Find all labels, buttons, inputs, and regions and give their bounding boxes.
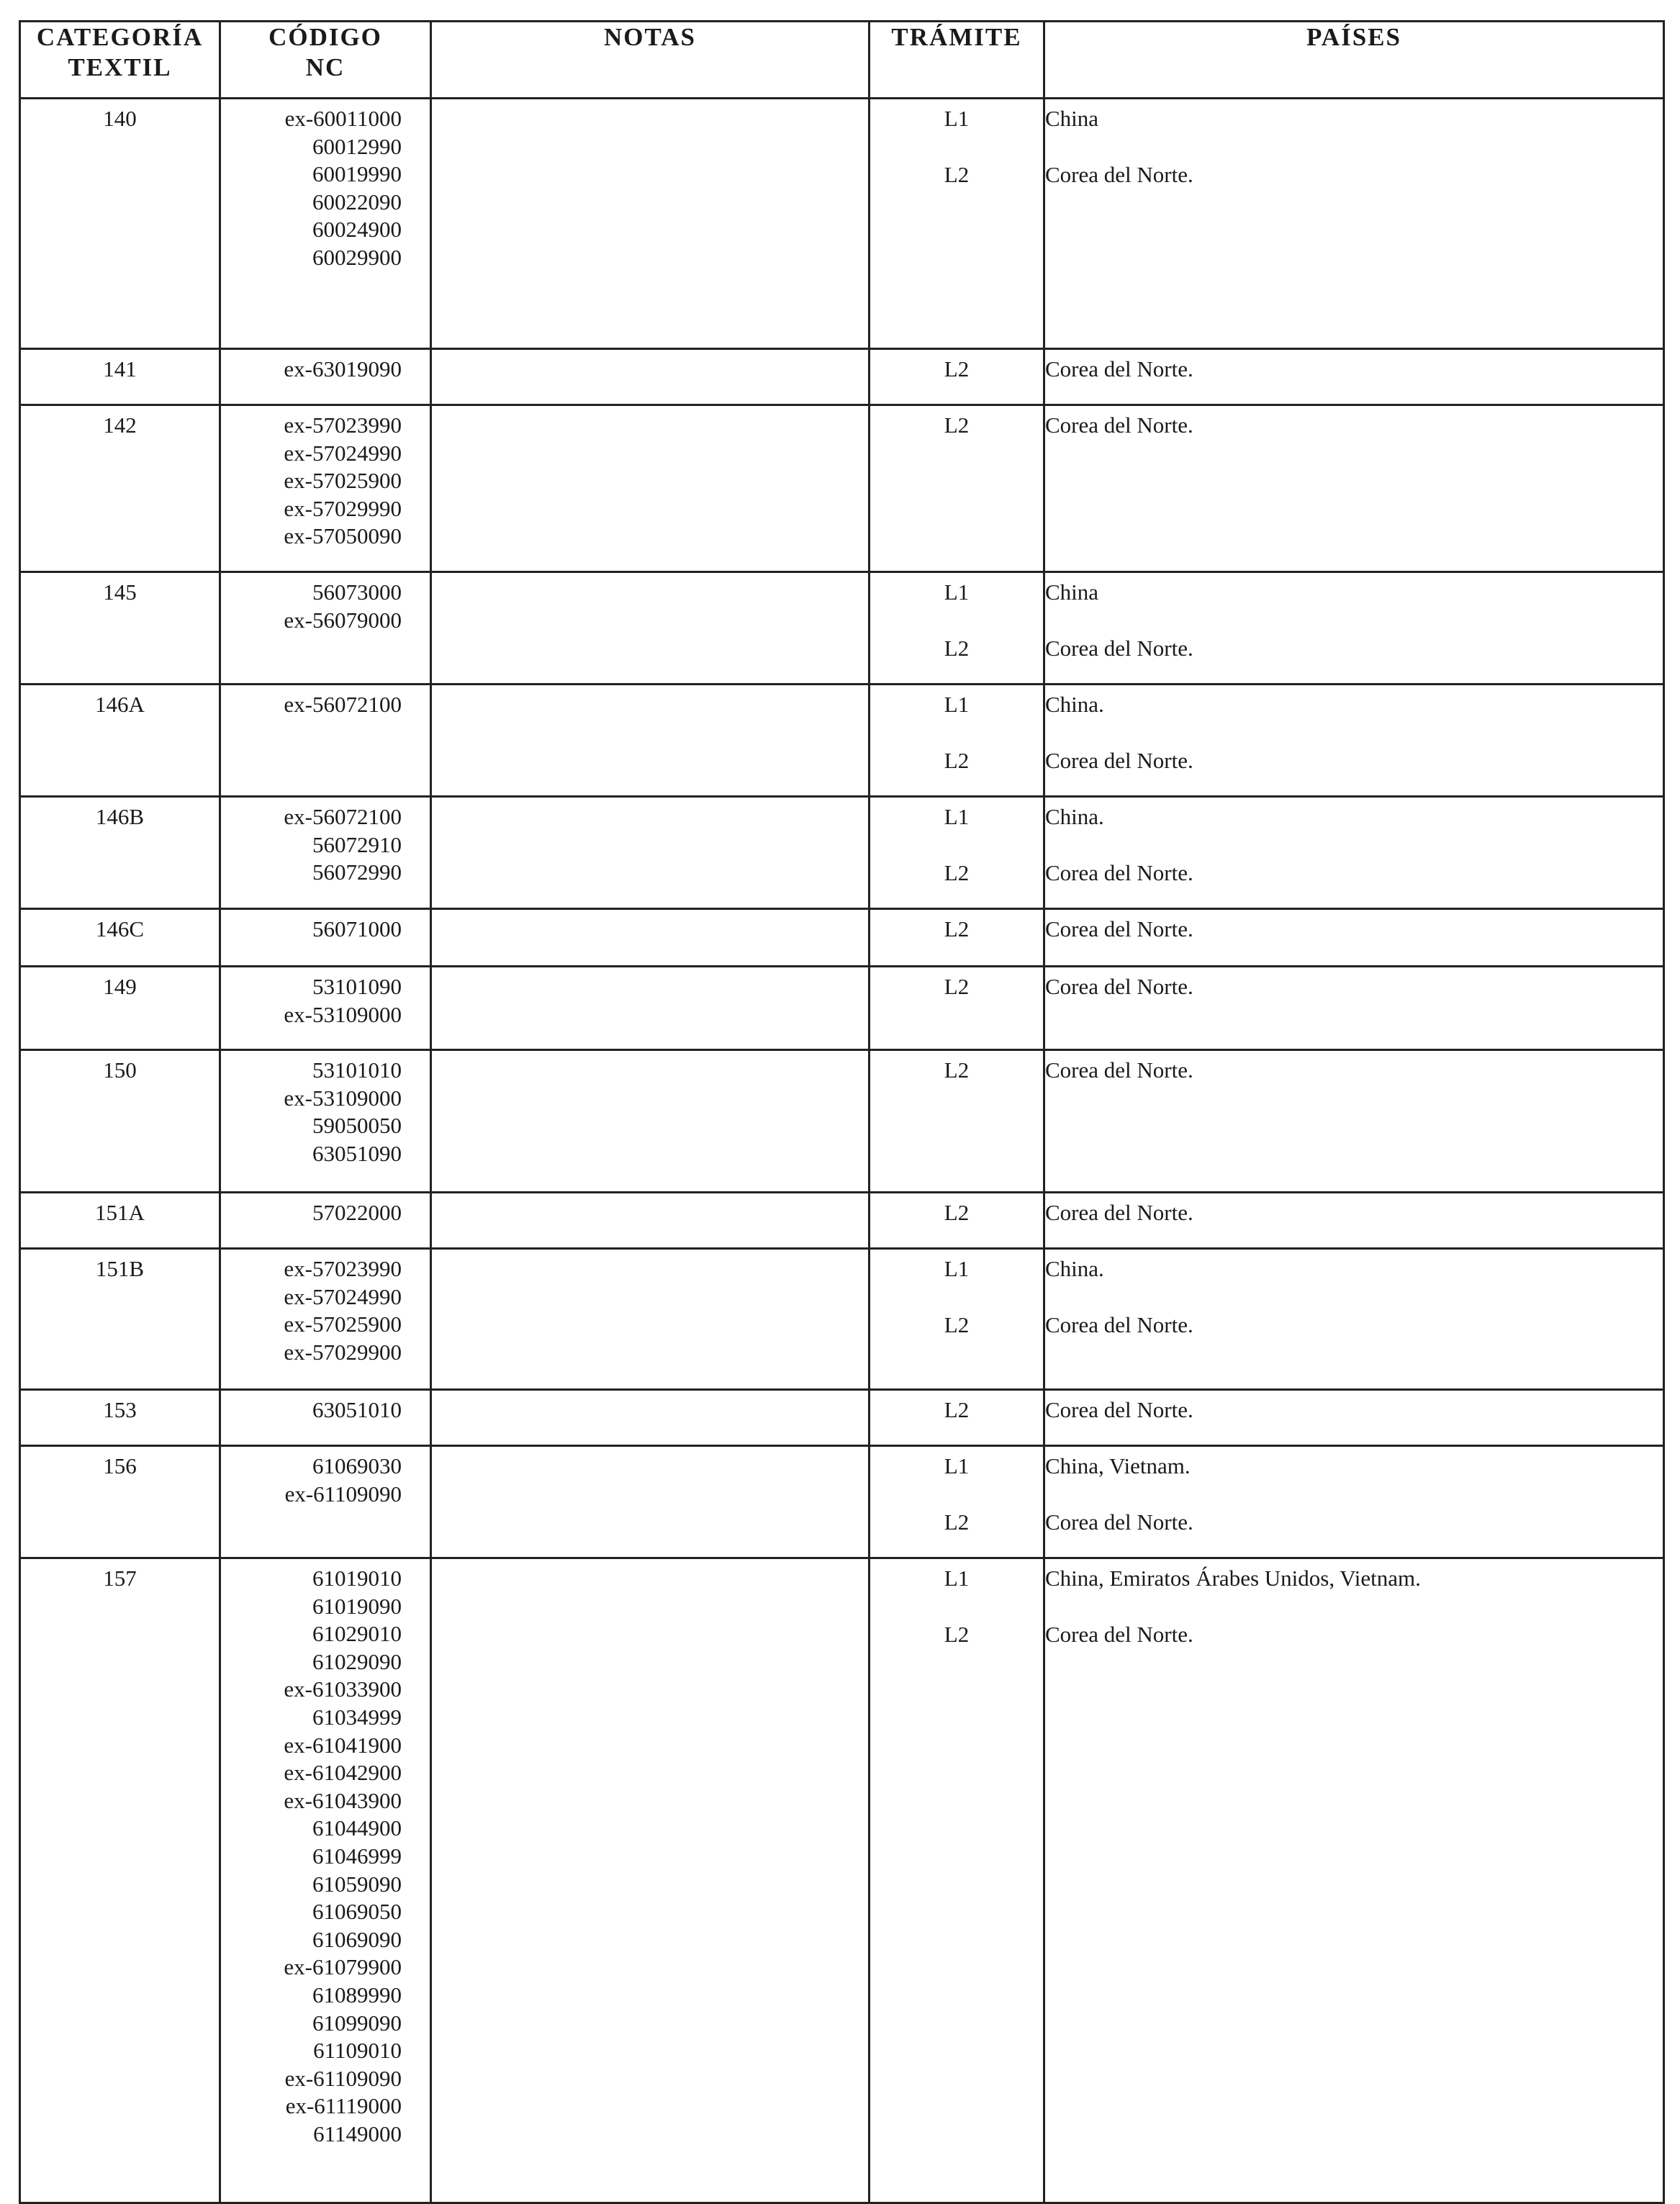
header-tramite: TRÁMITE <box>870 22 1044 99</box>
tramite-value: L2 <box>944 860 970 885</box>
table-row <box>20 797 1664 909</box>
codigo-nc-value: 61069030 <box>312 1453 402 1478</box>
cell-codigo-nc <box>220 1249 431 1390</box>
cell-categoria <box>20 572 220 685</box>
cell-tramite <box>870 1193 1044 1249</box>
table-row <box>20 1446 1664 1558</box>
codigo-nc-value: 56071000 <box>312 916 402 941</box>
paises-value: China. <box>1045 1256 1104 1281</box>
cell-paises <box>1044 797 1664 909</box>
table-row <box>20 1558 1664 2203</box>
cell-codigo-nc <box>220 405 431 572</box>
table-row <box>20 1193 1664 1249</box>
codigo-nc-value: ex-61041900 <box>284 1732 402 1758</box>
cell-tramite <box>870 967 1044 1050</box>
cell-paises <box>1044 1050 1664 1193</box>
codigo-nc-value: ex-61079900 <box>284 1954 402 1980</box>
categoria-value: 156 <box>103 1453 137 1478</box>
cell-codigo-nc <box>220 1193 431 1249</box>
paises-value: China <box>1045 579 1099 605</box>
table-row <box>20 99 1664 349</box>
codigo-nc-value: ex-60011000 <box>284 106 402 131</box>
cell-categoria <box>20 349 220 405</box>
header-codigo-nc: CÓDIGO NC <box>220 22 431 99</box>
cell-categoria <box>20 1193 220 1249</box>
codigo-nc-value: 60019990 <box>312 161 402 187</box>
table-row <box>20 967 1664 1050</box>
codigo-nc-value: 60024900 <box>312 217 402 243</box>
cell-notas <box>431 1249 870 1390</box>
categoria-value: 145 <box>103 579 137 605</box>
table-body <box>20 99 1664 2203</box>
table-row <box>20 572 1664 685</box>
tramite-value: L2 <box>944 1312 970 1337</box>
categoria-value: 149 <box>103 974 137 999</box>
codigo-nc-value: 53101090 <box>312 974 402 999</box>
codigo-nc-value: ex-57025900 <box>284 1311 402 1337</box>
tramite-value: L2 <box>944 356 970 381</box>
cell-codigo-nc <box>220 349 431 405</box>
categoria-value: 146B <box>95 804 145 829</box>
paises-value: Corea del Norte. <box>1045 916 1193 941</box>
codigo-nc-value: ex-57050090 <box>284 523 402 549</box>
paises-value: Corea del Norte. <box>1045 1057 1193 1083</box>
codigo-nc-value: 60022090 <box>312 189 402 214</box>
codigo-nc-value: 56073000 <box>312 579 402 605</box>
paises-value: Corea del Norte. <box>1045 1200 1193 1225</box>
cell-codigo-nc <box>220 685 431 797</box>
cell-categoria <box>20 967 220 1050</box>
codigo-nc-value: ex-61109090 <box>284 1481 402 1507</box>
paises-value: Corea del Norte. <box>1045 1622 1193 1647</box>
codigo-nc-value: ex-57023990 <box>284 1256 402 1281</box>
table-row <box>20 685 1664 797</box>
categoria-value: 151B <box>95 1256 145 1281</box>
cell-categoria <box>20 1050 220 1193</box>
categoria-value: 146A <box>95 692 145 717</box>
codigo-nc-value: ex-61033900 <box>284 1676 402 1702</box>
table-row <box>20 909 1664 967</box>
cell-tramite <box>870 405 1044 572</box>
cell-codigo-nc <box>220 1558 431 2203</box>
tramite-value: L1 <box>944 1256 970 1281</box>
table-header-row <box>20 22 1664 99</box>
cell-paises <box>1044 909 1664 967</box>
tramite-value: L2 <box>944 636 970 661</box>
cell-tramite <box>870 685 1044 797</box>
tramite-value: L2 <box>944 974 970 999</box>
tramite-value: L2 <box>944 1397 970 1422</box>
codigo-nc-value: 61069090 <box>312 1926 402 1952</box>
table-row <box>20 405 1664 572</box>
cell-categoria <box>20 405 220 572</box>
cell-paises <box>1044 349 1664 405</box>
categoria-value: 151A <box>95 1200 145 1225</box>
cell-notas <box>431 1050 870 1193</box>
textile-categories-table <box>19 20 1665 2204</box>
header-notas: NOTAS <box>431 22 870 99</box>
cell-categoria <box>20 685 220 797</box>
codigo-nc-value: 60012990 <box>312 133 402 159</box>
cell-categoria <box>20 797 220 909</box>
cell-tramite <box>870 1390 1044 1446</box>
codigo-nc-value: 61149000 <box>313 2121 402 2146</box>
codigo-nc-value: ex-61042900 <box>284 1760 402 1786</box>
tramite-value: L1 <box>944 579 970 605</box>
tramite-value: L2 <box>944 748 970 773</box>
cell-categoria <box>20 909 220 967</box>
codigo-nc-value: 61044900 <box>312 1815 402 1841</box>
paises-value: China. <box>1045 692 1104 717</box>
paises-value: Corea del Norte. <box>1045 356 1193 381</box>
cell-paises <box>1044 99 1664 349</box>
paises-value: Corea del Norte. <box>1045 1312 1193 1337</box>
codigo-nc-value: 61089990 <box>312 1982 402 2007</box>
cell-tramite <box>870 1249 1044 1390</box>
codigo-nc-value: 61046999 <box>312 1843 402 1869</box>
cell-notas <box>431 967 870 1050</box>
cell-codigo-nc <box>220 572 431 685</box>
cell-categoria <box>20 1446 220 1558</box>
codigo-nc-value: ex-56072100 <box>284 804 402 829</box>
table-row <box>20 1390 1664 1446</box>
cell-notas <box>431 1446 870 1558</box>
codigo-nc-value: ex-61043900 <box>284 1787 402 1813</box>
cell-codigo-nc <box>220 909 431 967</box>
paises-value: China, Vietnam. <box>1045 1453 1191 1478</box>
codigo-nc-value: 56072910 <box>312 831 402 857</box>
table-row <box>20 1050 1664 1193</box>
cell-codigo-nc <box>220 797 431 909</box>
codigo-nc-value: ex-57024990 <box>284 440 402 466</box>
codigo-nc-value: 63051010 <box>312 1397 402 1422</box>
codigo-nc-value: 60029900 <box>312 244 402 270</box>
paises-value: China <box>1045 106 1099 131</box>
codigo-nc-value: ex-61109090 <box>284 2065 402 2091</box>
tramite-value: L2 <box>944 1057 970 1083</box>
table-row <box>20 1249 1664 1390</box>
tramite-value: L1 <box>944 1566 970 1591</box>
table-row <box>20 349 1664 405</box>
codigo-nc-value: 59050050 <box>312 1113 402 1139</box>
categoria-value: 157 <box>103 1566 137 1591</box>
cell-paises <box>1044 1249 1664 1390</box>
categoria-value: 150 <box>103 1057 137 1083</box>
cell-paises <box>1044 967 1664 1050</box>
paises-value: Corea del Norte. <box>1045 162 1193 187</box>
codigo-nc-value: ex-63019090 <box>284 356 402 381</box>
codigo-nc-value: ex-57024990 <box>284 1283 402 1309</box>
cell-notas <box>431 1390 870 1446</box>
codigo-nc-value: 61029010 <box>312 1621 402 1647</box>
codigo-nc-value: 61099090 <box>312 2010 402 2036</box>
tramite-value: L2 <box>944 162 970 187</box>
header-categoria-textil: CATEGORÍA TEXTIL <box>20 22 220 99</box>
tramite-value: L2 <box>944 1622 970 1647</box>
paises-value: Corea del Norte. <box>1045 412 1193 438</box>
cell-notas <box>431 685 870 797</box>
tramite-value: L1 <box>944 692 970 717</box>
cell-codigo-nc <box>220 99 431 349</box>
categoria-value: 140 <box>103 106 137 131</box>
paises-value: Corea del Norte. <box>1045 860 1193 885</box>
tramite-value: L2 <box>944 412 970 438</box>
cell-paises <box>1044 1446 1664 1558</box>
paises-value: Corea del Norte. <box>1045 748 1193 773</box>
cell-paises <box>1044 1558 1664 2203</box>
cell-notas <box>431 349 870 405</box>
tramite-value: L1 <box>944 1453 970 1478</box>
categoria-value: 146C <box>95 916 145 941</box>
paises-value: Corea del Norte. <box>1045 974 1193 999</box>
codigo-nc-value: ex-56079000 <box>284 607 402 633</box>
tramite-value: L1 <box>944 106 970 131</box>
cell-tramite <box>870 797 1044 909</box>
cell-paises <box>1044 685 1664 797</box>
cell-categoria <box>20 1558 220 2203</box>
tramite-value: L2 <box>944 1200 970 1225</box>
paises-value: Corea del Norte. <box>1045 636 1193 661</box>
codigo-nc-value: 61069050 <box>312 1899 402 1925</box>
header-paises: PAÍSES <box>1044 22 1664 99</box>
cell-codigo-nc <box>220 967 431 1050</box>
codigo-nc-value: ex-57023990 <box>284 412 402 438</box>
codigo-nc-value: 53101010 <box>312 1057 402 1083</box>
codigo-nc-value: ex-57029900 <box>284 1339 402 1365</box>
paises-value: Corea del Norte. <box>1045 1397 1193 1422</box>
codigo-nc-value: ex-57025900 <box>284 468 402 494</box>
cell-paises <box>1044 405 1664 572</box>
codigo-nc-value: 57022000 <box>312 1200 402 1225</box>
codigo-nc-value: 63051090 <box>312 1140 402 1166</box>
cell-notas <box>431 1558 870 2203</box>
cell-paises <box>1044 1390 1664 1446</box>
cell-codigo-nc <box>220 1050 431 1193</box>
paises-value: Corea del Norte. <box>1045 1509 1193 1535</box>
cell-codigo-nc <box>220 1446 431 1558</box>
cell-tramite <box>870 1446 1044 1558</box>
cell-categoria <box>20 99 220 349</box>
cell-notas <box>431 405 870 572</box>
cell-tramite <box>870 1050 1044 1193</box>
cell-notas <box>431 909 870 967</box>
cell-notas <box>431 797 870 909</box>
cell-tramite <box>870 1558 1044 2203</box>
cell-tramite <box>870 99 1044 349</box>
paises-value: China. <box>1045 804 1104 829</box>
codigo-nc-value: ex-53109000 <box>284 1001 402 1027</box>
categoria-value: 141 <box>103 356 137 381</box>
codigo-nc-value: 61109010 <box>313 2038 402 2064</box>
paises-value: China, Emiratos Árabes Unidos, Vietnam. <box>1045 1566 1421 1591</box>
cell-notas <box>431 1193 870 1249</box>
codigo-nc-value: 61034999 <box>312 1704 402 1730</box>
cell-categoria <box>20 1249 220 1390</box>
codigo-nc-value: 61019010 <box>312 1566 402 1591</box>
codigo-nc-value: 56072990 <box>312 859 402 885</box>
codigo-nc-value: ex-61119000 <box>285 2093 402 2119</box>
categoria-value: 142 <box>103 412 137 438</box>
codigo-nc-value: ex-53109000 <box>284 1085 402 1111</box>
codigo-nc-value: ex-56072100 <box>284 692 402 717</box>
codigo-nc-value: 61059090 <box>312 1871 402 1897</box>
codigo-nc-value: 61019090 <box>312 1593 402 1619</box>
cell-tramite <box>870 349 1044 405</box>
tramite-value: L2 <box>944 916 970 941</box>
cell-codigo-nc <box>220 1390 431 1446</box>
codigo-nc-value: ex-57029990 <box>284 495 402 521</box>
codigo-nc-value: 61029090 <box>312 1648 402 1674</box>
cell-tramite <box>870 572 1044 685</box>
tramite-value: L1 <box>944 804 970 829</box>
cell-notas <box>431 99 870 349</box>
cell-tramite <box>870 909 1044 967</box>
tramite-value: L2 <box>944 1509 970 1535</box>
cell-categoria <box>20 1390 220 1446</box>
categoria-value: 153 <box>103 1397 137 1422</box>
cell-paises <box>1044 572 1664 685</box>
cell-notas <box>431 572 870 685</box>
cell-paises <box>1044 1193 1664 1249</box>
